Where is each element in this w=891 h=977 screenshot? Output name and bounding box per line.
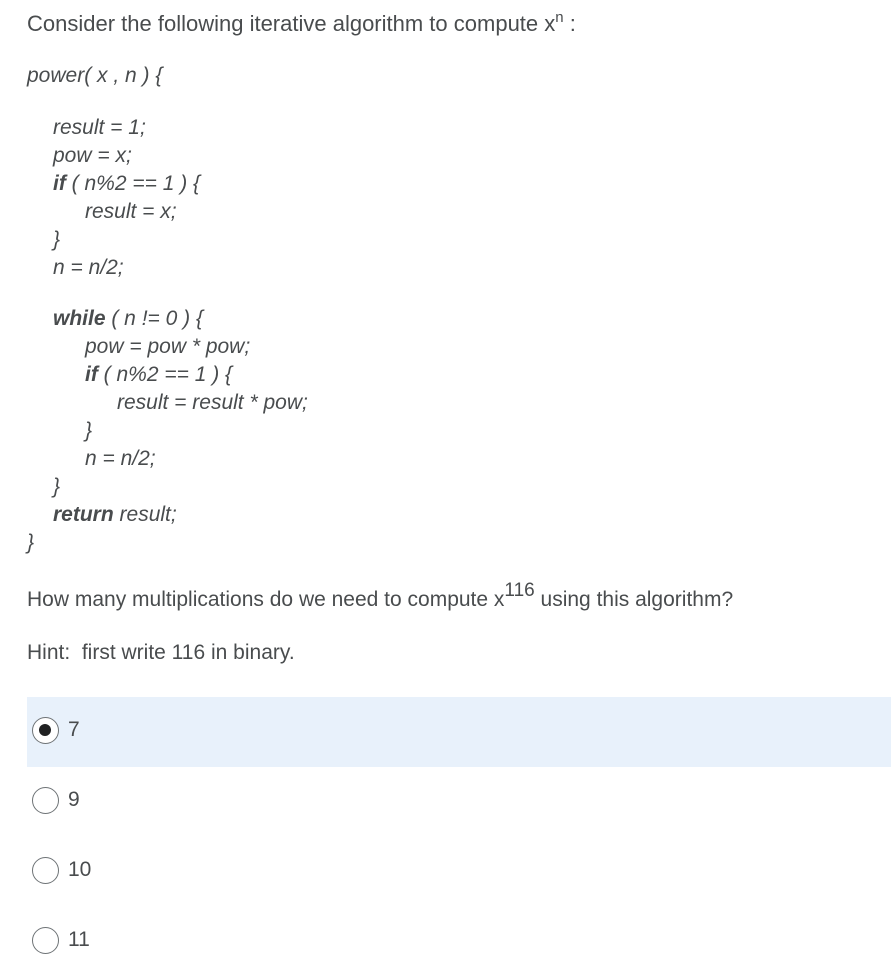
radio-selected-dot-icon bbox=[39, 724, 51, 736]
question-prompt-text: How many multiplications do we need to compute x bbox=[27, 588, 505, 611]
code-line: n = n/2; bbox=[85, 447, 156, 470]
answer-option-9[interactable] bbox=[27, 767, 891, 837]
code-line bbox=[53, 171, 200, 197]
code-line: pow = x; bbox=[53, 144, 132, 167]
code-text: ( n%2 == 1 ) { bbox=[97, 363, 233, 386]
radio-button[interactable] bbox=[32, 787, 59, 814]
question-intro-text: Consider the following iterative algorithm to compute x bbox=[27, 11, 556, 36]
code-line: } bbox=[53, 475, 61, 498]
question-intro-suffix: : bbox=[563, 11, 576, 36]
code-line: } bbox=[27, 531, 35, 554]
answer-option-label[interactable]: 7 bbox=[68, 718, 80, 741]
radio-button[interactable] bbox=[32, 927, 59, 954]
question-prompt-exponent: 116 bbox=[504, 580, 535, 601]
code-line bbox=[53, 306, 203, 332]
code-keyword: if bbox=[85, 363, 98, 386]
answer-option-label[interactable]: 10 bbox=[68, 858, 92, 881]
question-prompt-suffix: using this algorithm? bbox=[534, 588, 734, 611]
code-line: result = result * pow; bbox=[117, 391, 308, 414]
radio-button[interactable] bbox=[32, 857, 59, 884]
answer-option-label[interactable]: 9 bbox=[68, 788, 80, 811]
answer-option-11[interactable] bbox=[27, 907, 891, 977]
question-intro-exponent: n bbox=[555, 9, 564, 26]
code-line: result = x; bbox=[85, 200, 177, 223]
code-line: n = n/2; bbox=[53, 256, 124, 279]
code-line bbox=[53, 502, 177, 528]
code-keyword: if bbox=[53, 172, 66, 195]
code-signature: power( x , n ) { bbox=[27, 64, 163, 87]
question-hint: Hint: first write 116 in binary. bbox=[27, 641, 295, 664]
answer-option-10[interactable] bbox=[27, 837, 891, 907]
question-intro bbox=[27, 8, 576, 40]
answer-option-label[interactable]: 11 bbox=[68, 928, 90, 951]
code-text: ( n%2 == 1 ) { bbox=[65, 172, 201, 195]
code-line bbox=[85, 362, 232, 388]
code-line: } bbox=[85, 419, 93, 442]
code-line: result = 1; bbox=[53, 116, 146, 139]
code-text: result; bbox=[113, 503, 177, 526]
radio-button[interactable] bbox=[32, 717, 59, 744]
code-keyword: while bbox=[53, 307, 106, 330]
code-text: ( n != 0 ) { bbox=[105, 307, 203, 330]
code-line: pow = pow * pow; bbox=[85, 335, 251, 358]
question-prompt bbox=[27, 580, 734, 616]
code-keyword: return bbox=[53, 503, 114, 526]
answer-option-7[interactable] bbox=[27, 697, 891, 767]
code-line: } bbox=[53, 228, 61, 251]
